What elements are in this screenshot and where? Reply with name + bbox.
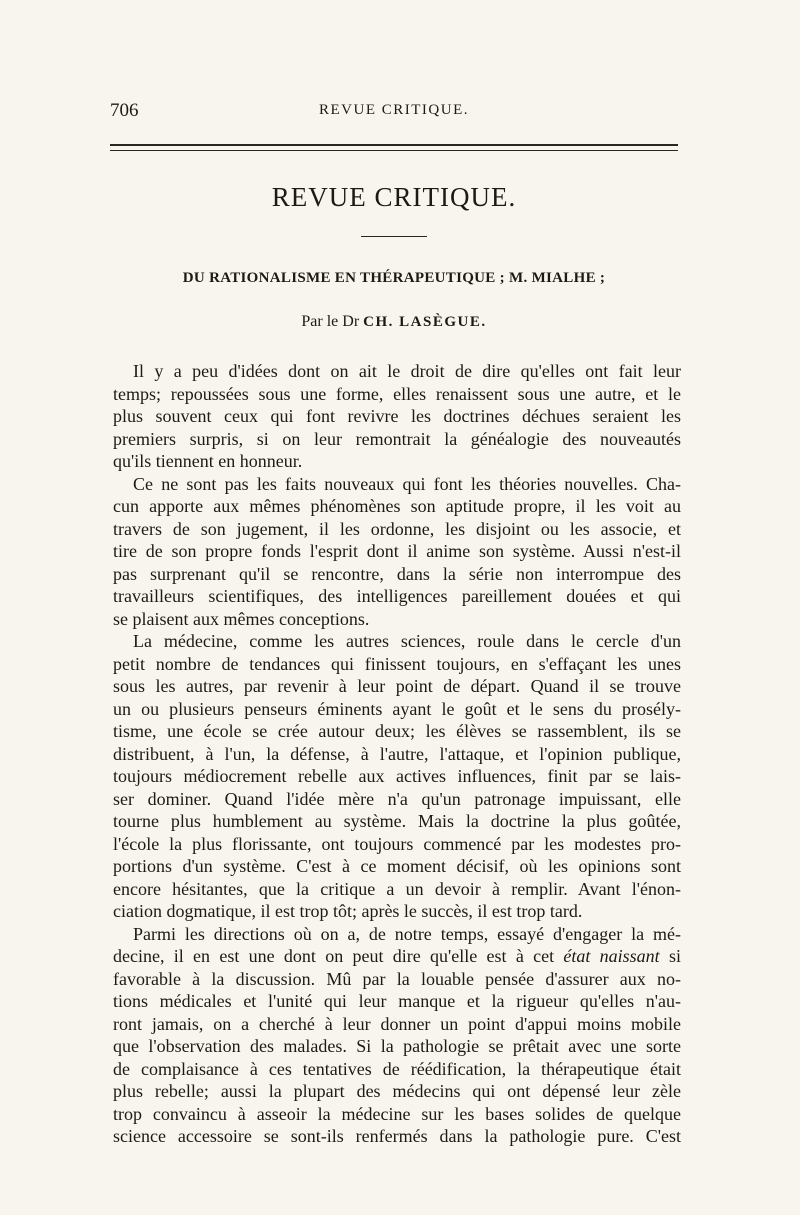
text-line: l'école la plus florissante, ont toujours commencé par les modestes pro- xyxy=(113,833,681,854)
text-line: tire de son propre fonds l'esprit dont il anime son système. Aussi n'est-il xyxy=(113,541,681,561)
text-line: tourne plus humblement au système. Mais la doctrine la plus goûtée, xyxy=(113,811,681,831)
article-body xyxy=(113,360,681,1148)
text-line: decine, il en est une dont on peut dire qu'elle est à cet état naissant si xyxy=(113,946,681,966)
text-line: cun apporte aux mêmes phénomènes son aptitude propre, il les voit au xyxy=(113,496,681,516)
text-line: portions d'un système. C'est à ce moment décisif, où les opinions sont xyxy=(113,856,681,876)
text-line: que l'observation des malades. Si la pathologie se prêtait avec une sorte xyxy=(113,1036,681,1056)
paragraph xyxy=(113,473,681,631)
text-line: La médecine, comme les autres sciences, roule dans le cercle d'un xyxy=(133,631,681,651)
paragraph xyxy=(113,360,681,473)
text-line: tions médicales et l'unité qui leur manque et la rigueur qu'elles n'au- xyxy=(113,991,681,1011)
text-line: un ou plusieurs penseurs éminents ayant le goût et le sens du prosély- xyxy=(113,698,681,719)
text-line: ciation dogmatique, il est trop tôt; après le succès, il est trop tard. xyxy=(113,901,583,921)
text-line: Il y a peu d'idées dont on ait le droit de dire qu'elles ont fait leur xyxy=(133,361,681,381)
paragraph xyxy=(113,923,681,1148)
author-name: CH. LASÈGUE. xyxy=(363,314,487,330)
header-double-rule xyxy=(110,144,678,151)
byline-prefix: Par le Dr xyxy=(301,313,360,330)
title-divider xyxy=(361,236,427,237)
article-title: DU RATIONALISME EN THÉRAPEUTIQUE ; M. MIALHE ; xyxy=(182,270,606,286)
text-line: plus souvent ceux qui font revivre les doctrines déchues seraient les xyxy=(113,406,681,426)
text-line: petit nombre de tendances qui finissent toujours, en s'effaçant les unes xyxy=(113,653,681,674)
text-line: Ce ne sont pas les faits nouveaux qui font les théories nouvelles. Cha- xyxy=(133,473,681,494)
text-line: temps; repoussées sous une forme, elles renaissent sous une autre, et le xyxy=(113,383,681,404)
text-line: science accessoire se sont-ils renfermés dans la pathologie pure. C'est xyxy=(113,1126,681,1146)
text-line: tisme, une école se crée autour deux; les élèves se rassemblent, ils se xyxy=(113,721,681,741)
page-number: 706 xyxy=(110,100,139,121)
text-line: travailleurs scientifiques, des intelligences pareillement douées et qui xyxy=(113,586,681,606)
text-line: de complaisance à ces tentatives de réédification, la thérapeutique était xyxy=(113,1058,681,1079)
text-line: ser dominer. Quand l'idée mère n'a qu'un patronage impuissant, elle xyxy=(113,788,681,809)
text-line: plus rebelle; aussi la plupart des médecins qui ont dépensé leur zèle xyxy=(113,1081,681,1101)
text-line: ront jamais, on a cherché à leur donner un point d'appui moins mobile xyxy=(113,1013,681,1034)
text-line: favorable à la discussion. Mû par la louable pensée d'assurer aux no- xyxy=(113,968,681,989)
text-line: travers de son jugement, il les ordonne, les disjoint ou les associe, et xyxy=(113,518,681,539)
text-line: encore hésitantes, que la critique a un devoir à remplir. Avant l'énon- xyxy=(113,878,681,899)
text-line: Parmi les directions où on a, de notre temps, essayé d'engager la mé- xyxy=(133,923,681,944)
text-line: sous les autres, par revenir à leur point de départ. Quand il se trouve xyxy=(113,676,681,696)
text-line: se plaisent aux mêmes conceptions. xyxy=(113,608,370,629)
text-line: qu'ils tiennent en honneur. xyxy=(113,451,303,471)
text-line: distribuent, à l'un, la défense, à l'autre, l'attaque, et l'opinion publique, xyxy=(113,743,681,764)
section-title: REVUE CRITIQUE. xyxy=(271,182,517,212)
paragraph xyxy=(113,630,681,923)
byline xyxy=(110,313,678,331)
text-line: premiers surpris, si on leur remontrait la généalogie des nouveautés xyxy=(113,428,681,449)
text-line: trop convaincu à asseoir la médecine sur les bases solides de quelque xyxy=(113,1103,681,1124)
running-head xyxy=(110,100,678,126)
text-line: pas surprenant qu'il se rencontre, dans la série non interrompue des xyxy=(113,563,681,584)
text-line: toujours médiocrement rebelle aux actives influences, finit par se lais- xyxy=(113,766,681,786)
running-title: REVUE CRITIQUE. xyxy=(319,102,469,118)
